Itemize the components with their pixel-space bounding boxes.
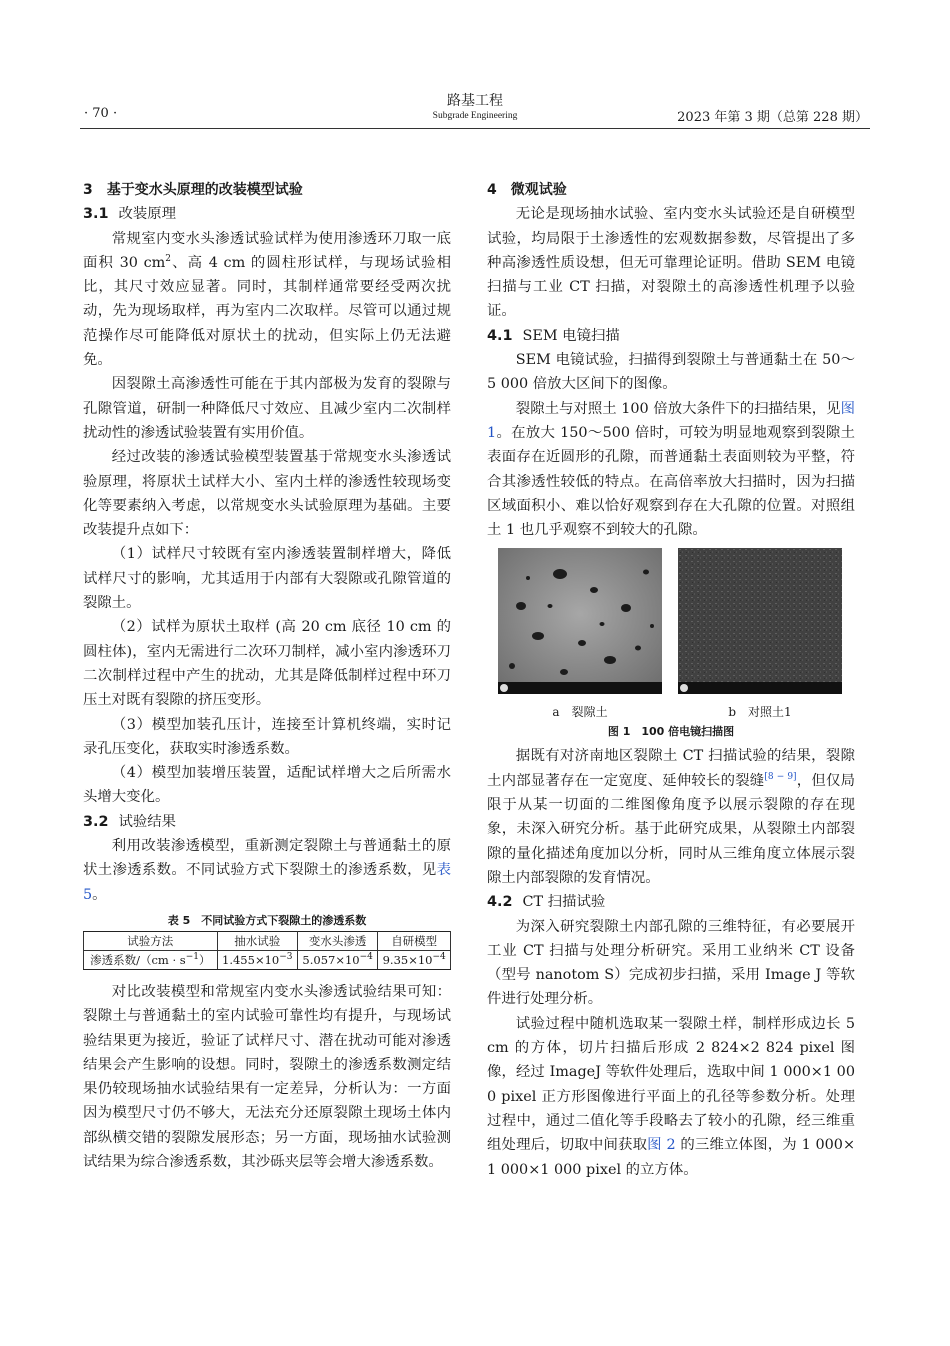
table-cell xyxy=(297,950,377,969)
table-row-label xyxy=(84,950,218,969)
text-run: 5.057×10 xyxy=(302,952,360,967)
text-run: 据既有对济南地区裂隙土 CT 扫描试验的结果，裂隙土内部显著存在一定宽度、延伸较长的裂缝 xyxy=(487,748,855,789)
paragraph: 对比改装模型和常规室内变水头渗透试验结果可知：裂隙土与普通黏土的室内试验可靠性均有提升，与现场试验结果更为接近，验证了试样尺寸、潜在扰动可能对渗透结果会产生影响的设想。同时，裂隙土的渗透系数测定结果仍较现场抽水试验结果有一定差异，分析认为：一方面因为模型尺寸仍不够大，无法充分还原裂隙土现场土体内部纵横交错的裂隙发展形态；另一方面，现场抽水试验测试结果为综合渗透系数，其沙砾夹层等会增大渗透系数。 xyxy=(83,983,451,1170)
text-run: 。在放大 150～500 倍时，可较为明显地观察到裂隙土表面存在近圆形的孔隙，而普通黏土表面则较为平整，符合其渗透性较低的特点。在高倍率放大扫描时，因为扫描区域面积小、难以恰好观察到存在大孔隙的位置。对照组土 1 也几乎观察不到较大的孔隙。 xyxy=(487,424,855,539)
paragraph: 为深入研究裂隙土内部孔隙的三维特征，有必要展开工业 CT 扫描与处理分析研究。采用工业纳米 CT 设备（型号 nanotom S）完成初步扫描，采用 Image J 等软件进行处理分析。 xyxy=(487,918,855,1008)
table-cell xyxy=(378,950,451,969)
sem-image-control-soil xyxy=(678,548,842,694)
paragraph: 因裂隙土高渗透性可能在于其内部极为发育的裂隙与孔隙管道，研制一种降低尺寸效应、且减少室内二次制样扰动性的渗透试验装置有实用价值。 xyxy=(83,376,451,441)
section-number: 4.2 xyxy=(487,894,513,911)
table-cell xyxy=(217,950,297,969)
section-4-heading: 4 微观试验 xyxy=(487,182,567,198)
section-number: 3.1 xyxy=(83,206,109,223)
text-run: ，但仅局限于从某一切面的二维图像角度予以展示裂隙的存在现象，未深入研究分析。基于此研究成果，从裂隙土内部裂隙的量化描述角度加以分析，同时从三维角度立体展示裂隙土内部裂隙的发育情况。 xyxy=(487,772,855,886)
list-item: （3）模型加装孔压计，连接至计算机终端，实时记录孔压变化，获取实时渗透系数。 xyxy=(83,716,451,757)
section-title: 改装原理 xyxy=(118,206,177,223)
text-run: 利用改装渗透模型，重新测定裂隙土与普通黏土的原状土渗透系数。不同试验方式下裂隙土的渗透系数，见 xyxy=(83,838,451,879)
issue-info: 2023 年第 3 期（总第 228 期） xyxy=(677,110,868,125)
superscript: −4 xyxy=(359,952,373,963)
text-run: 。 xyxy=(92,886,107,903)
table-header: 抽水试验 xyxy=(217,931,297,950)
table-caption: 表 5 不同试验方式下裂隙土的渗透系数 xyxy=(167,913,367,927)
page-number: · 70 · xyxy=(84,106,118,121)
journal-title-en: Subgrade Engineering xyxy=(432,111,518,121)
table-row xyxy=(84,950,451,969)
figure-1a-label: a 裂隙土 xyxy=(552,705,608,720)
sem-image-fissured-soil xyxy=(498,548,662,694)
paragraph: 经过改装的渗透试验模型装置基于常规变水头渗透试验原理，将原状土试样大小、室内土样的渗透性较现场变化等要素纳入考虑，以常规变水头试验原理为基础。主要改装提升点如下： xyxy=(83,449,451,539)
permeability-table xyxy=(83,931,451,970)
text-run: 的三维立体图，为 1 000×1 000×1 000 pixel 的立方体。 xyxy=(487,1137,856,1178)
text-run: 渗透系数/（cm · s xyxy=(90,952,186,967)
figure-1-link[interactable]: 图 1 xyxy=(487,400,855,441)
left-column xyxy=(83,178,451,1174)
section-title: 试验结果 xyxy=(118,813,177,830)
text-run: 试验过程中随机选取某一裂隙土样，制样形成边长 5 cm 的方体，切片扫描后形成 2 824×2 824 pixel 图像，经过 ImageJ 等软件处理后，选取中间 1 000×1 000 pixel 正方形图像进行平面上的孔径等参数分析。处理过程中，通过二值化等手段略去了较小的孔隙，经三维重组处理后，切取中间获取 xyxy=(487,1015,855,1154)
figure-1-caption: 图 1 100 倍电镜扫描图 xyxy=(607,725,735,739)
section-title: SEM 电镜扫描 xyxy=(522,327,620,344)
superscript: −4 xyxy=(432,952,446,963)
table-header: 自研模型 xyxy=(378,931,451,950)
figure-1 xyxy=(487,548,855,744)
figure-2-link[interactable]: 图 2 xyxy=(647,1137,676,1154)
text-run: 常规室内变水头渗透试验试样为使用渗透环刀取一底面积 30 cm xyxy=(83,230,451,271)
section-3-heading: 3 基于变水头原理的改装模型试验 xyxy=(83,182,303,198)
text-run: 9.35×10 xyxy=(382,952,433,967)
text-run: ） xyxy=(198,952,211,967)
table-header-row xyxy=(84,931,451,950)
superscript: 2 xyxy=(165,254,172,265)
section-4-2-heading xyxy=(487,890,855,914)
section-4-1-heading xyxy=(487,324,855,348)
list-item: （4）模型加装增压装置，适配试样增大之后所需水头增大变化。 xyxy=(83,765,451,806)
list-item: （2）试样为原状土取样 (高 20 cm 底径 10 cm 的圆柱体)，室内无需进行二次环刀制样，减小室内渗透环刀二次制样过程中产生的扰动，尤其是降低制样过程中环刀压土对既有裂隙的挤压变形。 xyxy=(83,619,451,709)
paragraph: SEM 电镜试验，扫描得到裂隙土与普通黏土在 50～5 000 倍放大区间下的图像。 xyxy=(487,352,855,393)
paragraph xyxy=(487,1012,855,1182)
superscript: −1 xyxy=(185,952,199,963)
text-run: 1.455×10 xyxy=(222,952,280,967)
table-header: 试验方法 xyxy=(84,931,218,950)
section-number: 4.1 xyxy=(487,327,513,344)
citation-link[interactable]: [8 − 9] xyxy=(764,771,797,782)
journal-title-cn: 路基工程 xyxy=(447,93,503,109)
paragraph xyxy=(83,834,451,907)
section-3-1-heading xyxy=(83,202,451,226)
section-number: 3.2 xyxy=(83,813,109,830)
list-item: （1）试样尺寸较既有室内渗透装置制样增大，降低试样尺寸的影响，尤其适用于内部有大裂隙或孔隙管道的裂隙土。 xyxy=(83,546,451,612)
table-5-link[interactable]: 表 5 xyxy=(83,862,451,903)
table-header: 变水头渗透 xyxy=(297,931,377,950)
right-column xyxy=(487,178,855,1182)
paragraph: 无论是现场抽水试验、室内变水头试验还是自研模型试验，均局限于土渗透性的宏观数据参数，尽管提出了多种高渗透性质设想，但无可靠理论证明。借助 SEM 电镜扫描与工业 CT 扫描，对裂隙土的高渗透性机理予以验证。 xyxy=(487,206,855,320)
paragraph xyxy=(487,397,855,543)
running-header xyxy=(80,92,870,129)
figure-1b-label: b 对照土1 xyxy=(728,705,792,720)
section-title: CT 扫描试验 xyxy=(522,894,606,911)
text-run: 裂隙土与对照土 100 倍放大条件下的扫描结果，见 xyxy=(515,400,841,417)
paragraph xyxy=(487,744,855,890)
section-3-2-heading xyxy=(83,810,451,834)
superscript: −3 xyxy=(279,952,293,963)
text-run: 、高 4 cm 的圆柱形试样，与现场试验相比，其尺寸效应显著。同时，其制样通常要经受两次扰动，先为现场取样，再为室内二次取样。尽管可以通过规范操作尽可能降低对原状土的扰动，但实际上仍无法避免。 xyxy=(83,254,451,369)
paragraph xyxy=(83,227,451,373)
